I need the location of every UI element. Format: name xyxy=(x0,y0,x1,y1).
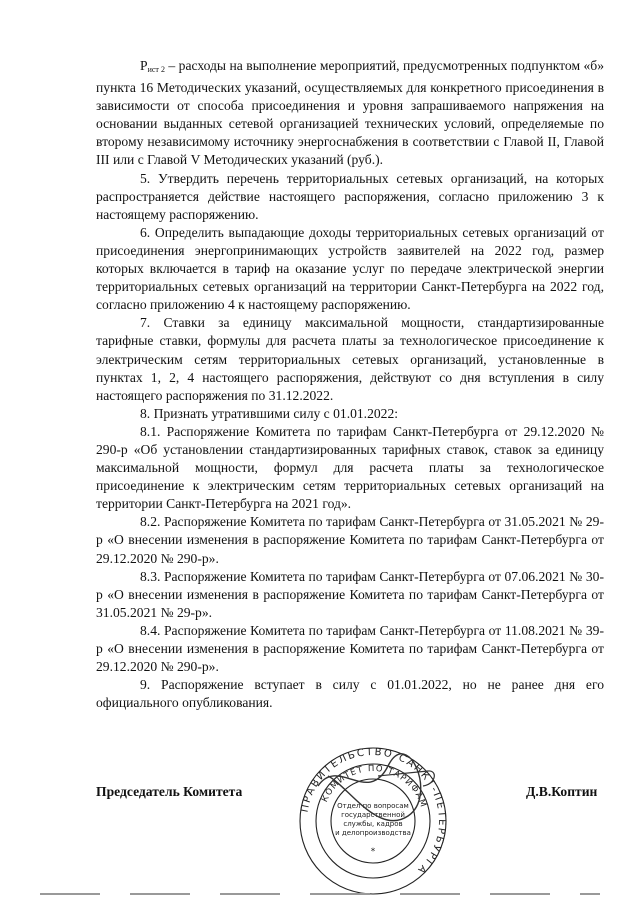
paragraph-5: 5. Утвердить перечень территориальных сетевых организаций, на которых распространяется действие настоящего распоряжения, согласно приложению 3 к настоящему распоряжению. xyxy=(96,170,604,222)
paragraph-9: 9. Распоряжение вступает в силу с 01.01.2022, но не ранее дня его официального опубликования. xyxy=(96,677,604,711)
svg-text:ПРАВИТЕЛЬСТВО САНКТ-ПЕТЕРБУРГА: ПРАВИТЕЛЬСТВО САНКТ-ПЕТЕРБУРГА xyxy=(299,746,448,877)
formula-description: – расходы на выполнение мероприятий, предусмотренных подпунктом «б» пункта 16 Методических указаний, осуществляемых для конкретного присоединения в зависимости от способа присоединения и уровня запрашиваемого напряжения на основании выданных сетевой организацией технических условий, определяемые по второму независимому источнику энергоснабжения в соответствии с Главой II, Главой III или с Главой V Методических указаний (руб.). xyxy=(96,58,605,168)
document-body xyxy=(96,57,604,712)
svg-text:КОМИТЕТ ПО ТАРИФАМ: КОМИТЕТ ПО ТАРИФАМ xyxy=(320,763,429,810)
svg-text:государственной: государственной xyxy=(341,811,405,819)
paragraph-8: 8. Признать утратившими силу с 01.01.2022: xyxy=(140,405,399,421)
scan-edge-line xyxy=(40,893,600,895)
paragraph-8-2: 8.2. Распоряжение Комитета по тарифам Санкт-Петербурга от 31.05.2021 № 29-р «О внесении изменения в распоряжение Комитета по тарифам Санкт-Петербурга от 29.12.2020 № 290-р». xyxy=(96,514,604,566)
svg-text:*: * xyxy=(370,847,376,857)
paragraph-8-1: 8.1. Распоряжение Комитета по тарифам Санкт-Петербурга от 29.12.2020 № 290-р «Об установлении стандартизированных тарифных ставок, ставок за единицу максимальной мощности, формул для расчета платы за технологическое присоединение к электрическим сетям территориальных сетевых организаций на территории Санкт-Петербурга на 2021 год». xyxy=(96,423,604,512)
paragraph-8-4: 8.4. Распоряжение Комитета по тарифам Санкт-Петербурга от 11.08.2021 № 39-р «О внесении изменения в распоряжение Комитета по тарифам Санкт-Петербурга от 29.12.2020 № 290-р». xyxy=(96,622,604,675)
svg-text:службы, кадров: службы, кадров xyxy=(343,820,403,828)
official-stamp xyxy=(288,746,458,896)
signature-position: Председатель Комитета xyxy=(96,784,243,799)
formula-subscript: ист 2 xyxy=(147,65,165,74)
formula-symbol: Р xyxy=(140,58,148,73)
paragraph-7: 7. Ставки за единицу максимальной мощности, стандартизированные тарифные ставки, формулы для расчета платы за технологическое присоединение к электрическим сетям территориальных сетевых организаций, установленные в пунктах 1, 2, 4 настоящего распоряжения, действуют со дня вступления в силу настоящего распоряжения по 31.12.2022. xyxy=(96,315,604,403)
signature-name: Д.В.Коптин xyxy=(526,784,598,799)
paragraph-8-3: 8.3. Распоряжение Комитета по тарифам Санкт-Петербурга от 07.06.2021 № 30-р «О внесении изменения в распоряжение Комитета по тарифам Санкт-Петербурга от 31.05.2021 № 29-р». xyxy=(96,568,604,620)
paragraph-cost-definition xyxy=(96,57,604,170)
paragraph-6: 6. Определить выпадающие доходы территориальных сетевых организаций от присоединения энергопринимающих устройств заявителей на 2022 год, размер которых включается в тариф на оказание услуг по передаче электрической энергии территориальных сетевых организаций на территории Санкт-Петербурга на 2022 год, согласно приложению 4 к настоящему распоряжению. xyxy=(96,224,604,313)
svg-text:Отдел по вопросам: Отдел по вопросам xyxy=(337,802,409,810)
svg-text:и делопроизводства: и делопроизводства xyxy=(335,829,411,837)
